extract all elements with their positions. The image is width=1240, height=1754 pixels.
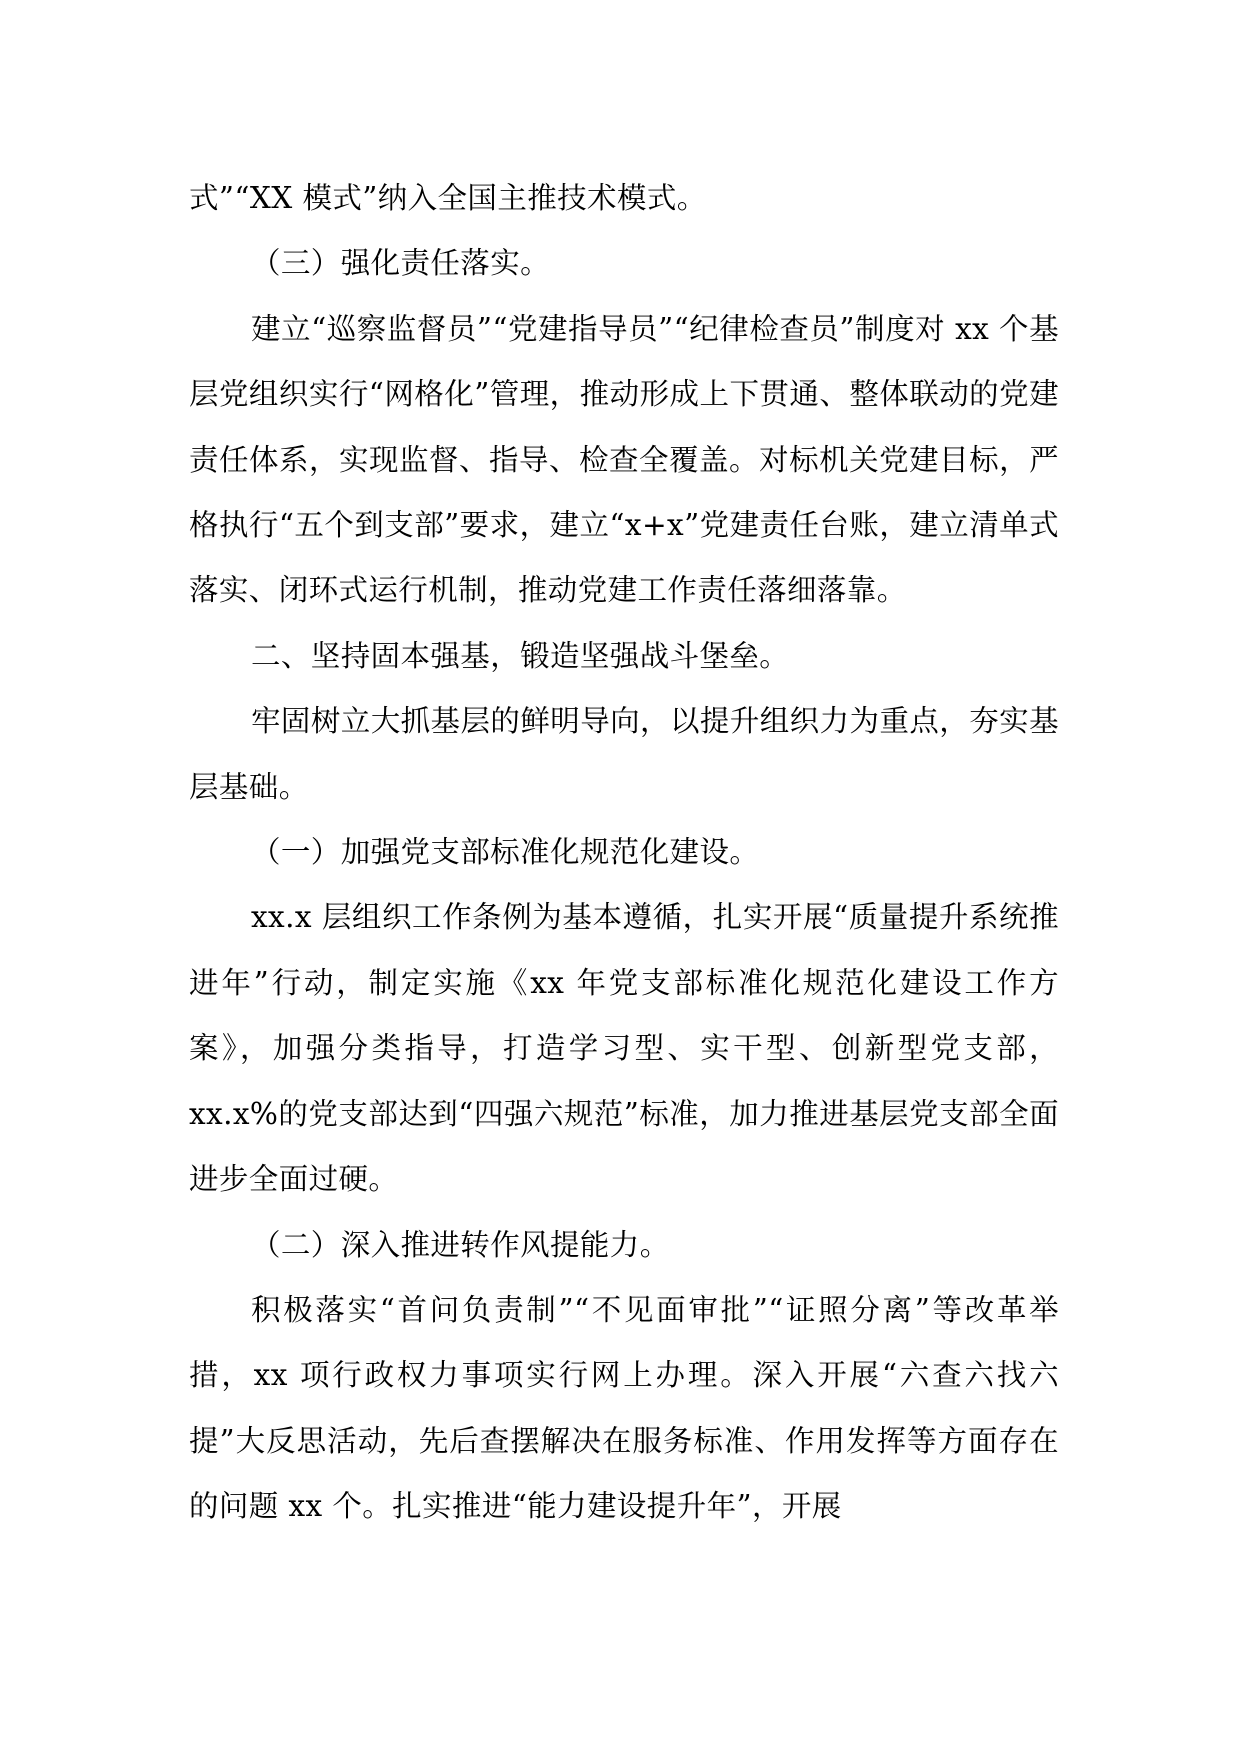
paragraph: 牢固树立大抓基层的鲜明导向，以提升组织力为重点，夯实基层基础。 — [189, 704, 1059, 804]
paragraph-continuation: 式”“XX 模式”纳入全国主推技术模式。 — [189, 181, 707, 215]
document-body — [189, 166, 1059, 1540]
section-heading-2: （二）深入推进转作风提能力。 — [251, 1227, 670, 1262]
paragraph: 建立“巡察监督员”“党建指导员”“纪律检查员”制度对 xx 个基层党组织实行“网格化”管理，推动形成上下贯通、整体联动的党建责任体系，实现监督、指导、检查全覆盖。对标机关党建目标，严格执行“五个到支部”要求，建立“x+x”党建责任台账，建立清单式落实、闭环式运行机制，推动党建工作责任落细落靠。 — [189, 311, 1059, 608]
paragraph: xx.x 层组织工作条例为基本遵循，扎实开展“质量提升系统推进年”行动，制定实施《xx 年党支部标准化规范化建设工作方案》，加强分类指导，打造学习型、实干型、创新型党支部，xx.x%的党支部达到“四强六规范”标准，加力推进基层党支部全面进步全面过硬。 — [189, 900, 1059, 1197]
section-heading-3: （三）强化责任落实。 — [251, 246, 551, 281]
section-heading-1: （一）加强党支部标准化规范化建设。 — [251, 835, 760, 870]
chapter-heading-2: 二、坚持固本强基，锻造坚强战斗堡垒。 — [251, 638, 790, 673]
paragraph: 积极落实“首问负责制”“不见面审批”“证照分离”等改革举措，xx 项行政权力事项实行网上办理。深入开展“六查六找六提”大反思活动，先后查摆解决在服务标准、作用发挥等方面存在的问题 xx 个。扎实推进“能力建设提升年”，开展 — [189, 1292, 1059, 1524]
